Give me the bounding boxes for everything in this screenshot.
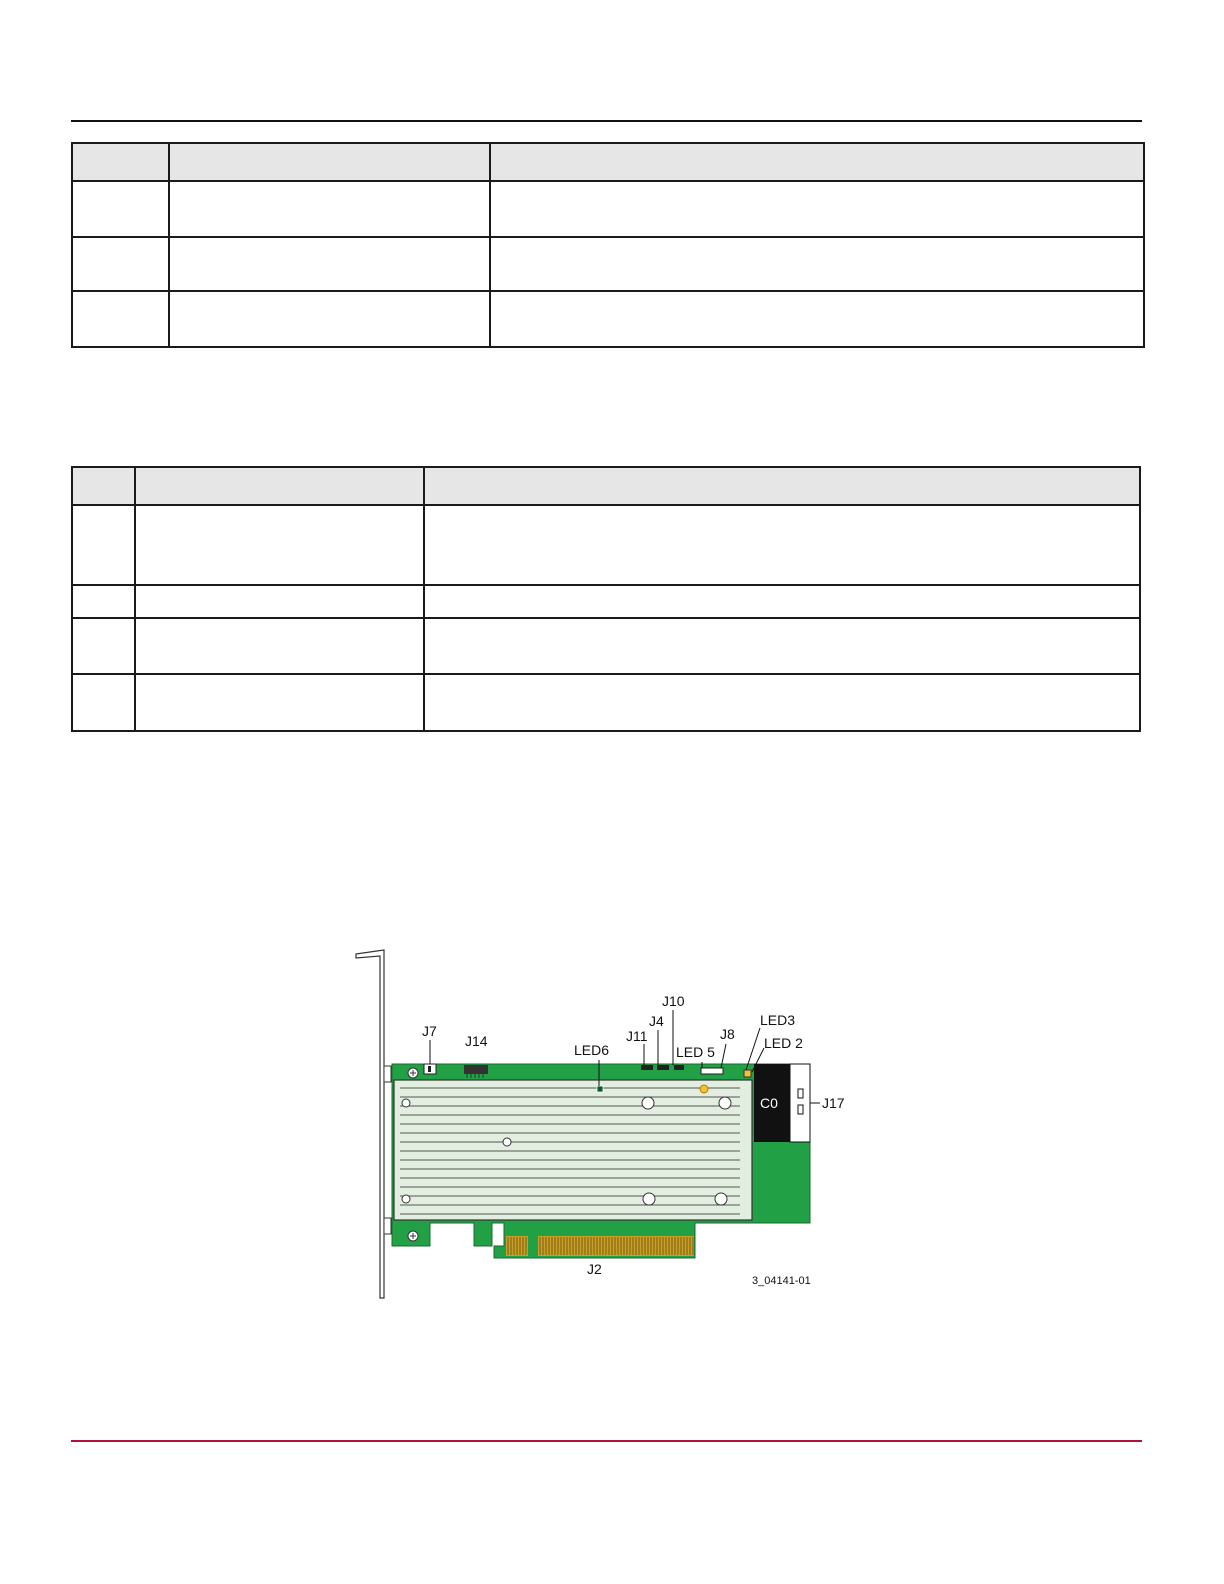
label-j14: J14	[465, 1033, 488, 1049]
mounting-bracket	[356, 950, 391, 1298]
table-cell	[135, 585, 424, 618]
table-cell	[135, 618, 424, 674]
spec-table-1	[71, 142, 1145, 348]
table-row	[72, 181, 1144, 237]
table-cell	[424, 585, 1140, 618]
table-row	[72, 674, 1140, 731]
label-j17: J17	[822, 1095, 845, 1111]
table-header-cell	[135, 467, 424, 505]
table-cell	[72, 237, 169, 291]
label-led6: LED6	[574, 1042, 610, 1058]
table-cell	[169, 181, 490, 237]
connector-c0	[754, 1064, 810, 1142]
table-cell	[135, 674, 424, 731]
table-cell	[424, 505, 1140, 585]
table-cell	[72, 585, 135, 618]
table-cell	[490, 181, 1144, 237]
table-cell	[72, 291, 169, 347]
table-header-row	[72, 467, 1140, 505]
table-row	[72, 585, 1140, 618]
table-cell	[424, 618, 1140, 674]
table-cell	[490, 237, 1144, 291]
label-j8: J8	[720, 1026, 735, 1042]
figure-id: 3_04141-01	[752, 1275, 811, 1287]
table-cell	[135, 505, 424, 585]
table-header-cell	[72, 143, 169, 181]
label-led3: LED3	[760, 1012, 796, 1028]
board-diagram	[340, 940, 860, 1310]
table-cell	[169, 237, 490, 291]
label-led2: LED 2	[764, 1035, 803, 1051]
spec-table-2	[71, 466, 1141, 732]
table-cell	[169, 291, 490, 347]
table-row	[72, 618, 1140, 674]
table-cell	[424, 674, 1140, 731]
table-row	[72, 237, 1144, 291]
label-j2: J2	[587, 1261, 602, 1277]
label-j7: J7	[422, 1023, 437, 1039]
table-cell	[72, 674, 135, 731]
label-c0: C0	[760, 1095, 778, 1111]
table-header-row	[72, 143, 1144, 181]
label-led5: LED 5	[676, 1044, 715, 1060]
header-rule	[71, 120, 1142, 122]
label-j4: J4	[649, 1013, 664, 1029]
table-row	[72, 291, 1144, 347]
table-header-cell	[72, 467, 135, 505]
table-cell	[72, 181, 169, 237]
table-cell	[72, 505, 135, 585]
table-header-cell	[424, 467, 1140, 505]
table-header-cell	[169, 143, 490, 181]
label-j10: J10	[662, 993, 685, 1009]
heatsink	[394, 1080, 752, 1220]
footer-rule	[71, 1440, 1142, 1442]
label-j11: J11	[626, 1028, 648, 1044]
table-cell	[490, 291, 1144, 347]
table-row	[72, 505, 1140, 585]
table-header-cell	[490, 143, 1144, 181]
table-cell	[72, 618, 135, 674]
